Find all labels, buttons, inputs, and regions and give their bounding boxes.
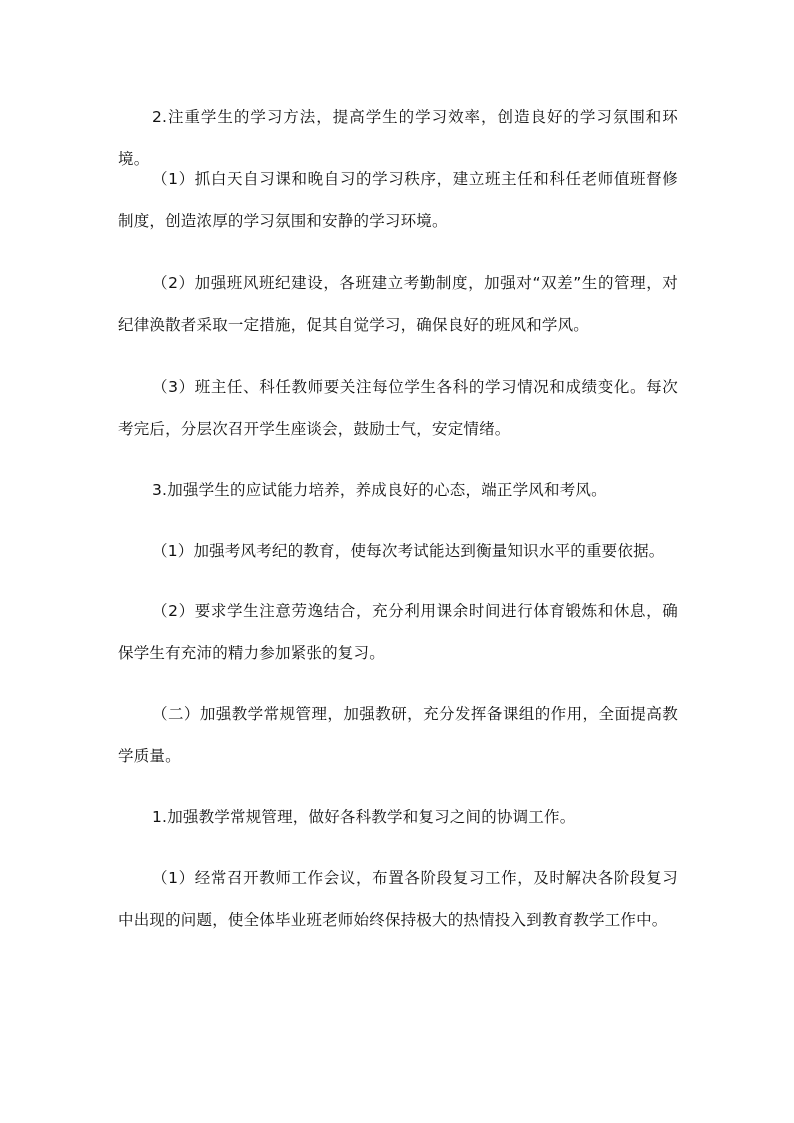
paragraph-class-discipline: （2）加强班风班纪建设，各班建立考勤制度，加强对“双差”生的管理，对纪律涣散者采取一定措施，促其自觉学习，确保良好的班风和学风。 — [118, 274, 678, 334]
paragraph-routine-management: 1.加强教学常规管理，做好各科教学和复习之间的协调工作。 — [152, 808, 576, 826]
paragraph-teacher-meetings: （1）经常召开教师工作会议，布置各阶段复习工作，及时解决各阶段复习中出现的问题，使全体毕业班老师始终保持极大的热情投入到教育教学工作中。 — [118, 869, 678, 929]
paragraph-exam-discipline: （1）加强考风考纪的教育，使每次考试能达到衡量知识水平的重要依据。 — [152, 542, 665, 560]
paragraph-exam-ability: 3.加强学生的应试能力培养，养成良好的心态，端正学风和考风。 — [152, 481, 607, 499]
paragraph-teaching-management: （二）加强教学常规管理，加强教研，充分发挥备课组的作用，全面提高教学质量。 — [118, 705, 678, 765]
paragraph-study-methods: 2.注重学生的学习方法，提高学生的学习效率，创造良好的学习氛围和环境。 — [118, 108, 678, 168]
paragraph-teacher-attention: （3）班主任、科任教师要关注每位学生各科的学习情况和成绩变化。每次考完后，分层次召开学生座谈会，鼓励士气，安定情绪。 — [118, 378, 678, 438]
paragraph-self-study-order: （1）抓白天自习课和晚自习的学习秩序，建立班主任和科任老师值班督修制度，创造浓厚的学习氛围和安静的学习环境。 — [118, 170, 678, 230]
paragraph-rest-balance: （2）要求学生注意劳逸结合，充分利用课余时间进行体育锻炼和休息，确保学生有充沛的精力参加紧张的复习。 — [118, 602, 678, 662]
